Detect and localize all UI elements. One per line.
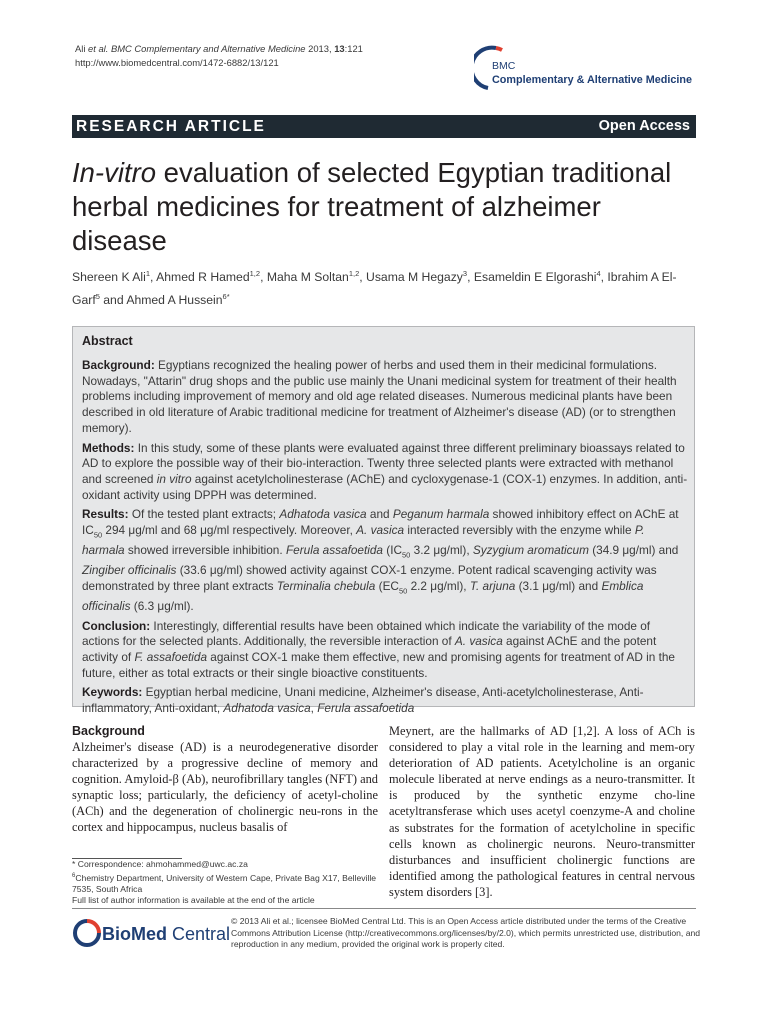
author: Usama M Hegazy — [366, 270, 463, 285]
citation-line: Ali et al. BMC Complementary and Alternative Medicine 2013, 13:121 — [75, 43, 363, 54]
author: Ahmed R Hamed — [156, 270, 250, 285]
license-text: © 2013 Ali et al.; licensee BioMed Central Ltd. This is an Open Access article distributed under the terms of the Creative Commons Attribution License (http://creativecommons.org/licenses/by/2.0), which permits unrestricted use, distribution, and reproduction in any medium, provided the original work is properly cited. — [231, 916, 701, 949]
abstract-keywords: Keywords: Egyptian herbal medicine, Unani medicine, Alzheimer's disease, Anti-acetylcholinesterase, Anti-inflammatory, Anti-oxidant, Adhatoda vasica, Ferula assafoetida — [82, 685, 644, 716]
footnotes — [72, 859, 382, 907]
footer-divider — [72, 908, 696, 909]
abstract-results: Results: Of the tested plant extracts; Adhatoda vasica and Peganum harmala showed inhibitory effect on AChE at $IC_{50}$ 294 μg/ml and 68 μg/ml respectively. Moreover, A. vasica interacted reversibly with the enzyme while P. harmala showed irreversible inhibition. Ferula assafoetida ($IC_{50}$ 3.2 μg/ml), Syzygium aromaticum (34.9 μg/ml) and Zingiber officinalis (33.6 μg/ml) showed activity against COX-1 enzyme. Potent radical scavenging activity was demonstrated by three plant extracts Terminalia chebula ($EC_{50}$ 2.2 μg/ml), T. arjuna (3.1 μg/ml) and Emblica officinalis (6.3 μg/ml). — [82, 507, 679, 613]
author: Ahmed A Hussein — [126, 293, 223, 308]
abstract-methods: Methods: In this study, some of these plants were evaluated against three different preliminary bioassays related to AD to explore the possible way of their bio-interaction. Twenty three selected plants were extracted with methanol and screened in vitro against acetylcholinesterase (AChE) and cycloxygenase-1 (COX-1) enzymes. In addition, anti-oxidant activity using DPPH was determined. — [82, 440, 688, 502]
author: Esameldin E Elgorashi — [473, 270, 597, 285]
author: Ibrahim A El-Garf — [72, 270, 677, 308]
open-access-label: Open Access — [598, 118, 690, 134]
bmc-logo-line1: BMC — [492, 60, 516, 72]
abstract-body — [82, 358, 690, 721]
body-column-right: Meynert, are the hallmarks of AD [1,2]. A loss of ACh is considered to play a vital role in the learning and mem-ory deterioration of AD patients. Acetylcholine is an organic molecule liberated at nerve endings as a neuro-transmitter. It is produced by the synthetic enzyme cho-line acetyltransferase which uses acetyl coenzyme-A and choline as substrates for the formation of acetylcholine in specific cells known as cholinergic neurons. Neuro-transmitter disturbances and insufficient cholinergic functions are identified among the pathological features in central nervous system disorders [3]. — [389, 724, 695, 899]
citation-header — [75, 42, 363, 70]
author: Shereen K Ali — [72, 270, 146, 285]
abstract-background: Background: Egyptians recognized the healing power of herbs and used them in their medicinal formulations. Nowadays, "Attarin" drug shops and the public use mainly the Unani medicinal system for treatment of their health problems including improvement of memory and old age related diseases. Numerous medicinal plants have been described in old literature of Arabic traditional medicine for treatment of Alzheimer's disease (AD) (or to strengthen memory). — [82, 358, 677, 435]
author-list: Shereen K Ali$^1$, Ahmed R Hamed$^{1,2}$, Maha M Soltan$^{1,2}$, Usama M Hegazy$^3$, Esameldin E Elgorashi$^4$, Ibrahim A El-Garf$^5$ and Ahmed A Hussein$^{6*}$ — [72, 269, 677, 308]
biomed-circle-icon — [72, 918, 102, 948]
biomed-wordmark: BioMed Central — [102, 924, 231, 944]
correspondence-note: * Correspondence: ahmohammed@uwc.ac.za — [72, 859, 248, 869]
bmc-logo-line2: Complementary & Alternative Medicine — [492, 74, 692, 86]
bmc-journal-logo — [474, 44, 704, 94]
affiliation-note: $^6$Chemistry Department, University of Western Cape, Private Bag X17, Belleville 7535, South Africa — [72, 872, 377, 894]
article-title: In-vitro evaluation of selected Egyptian traditional herbal medicines for treatment of alzheimer disease — [72, 157, 672, 256]
article-url[interactable]: http://www.biomedcentral.com/1472-6882/13/121 — [75, 57, 279, 68]
abstract-heading: Abstract — [82, 334, 133, 348]
author: Maha M Soltan — [266, 270, 349, 285]
background-heading: Background — [72, 724, 145, 738]
article-type-label: RESEARCH ARTICLE — [76, 118, 266, 135]
author-info-note: Full list of author information is available at the end of the article — [72, 895, 315, 906]
body-column-left: Alzheimer's disease (AD) is a neurodegenerative disorder characterized by a progressive decline of memory and cognition. Amyloid-β (Ab), neurofibrillary tangles (NFT) and synaptic loss; particularly, the deficiency of acetyl-choline (ACh) and the degeneration of cholinergic neu-rons in the cortex and hippocampus, nucleus basalis of — [72, 740, 378, 835]
article-type-bar — [72, 115, 696, 138]
biomed-central-logo — [72, 918, 231, 950]
abstract-conclusion: Conclusion: Interestingly, differential results have been obtained which indicate the variability of the mode of actions for the selected plants. Additionally, the reversible interaction of A. vasica against AChE and the potent activity of F. assafoetida against COX-1 make them effective, new and promising agents for treatment of AD in the future, either as total extracts or their single bioactive constituents. — [82, 618, 675, 680]
